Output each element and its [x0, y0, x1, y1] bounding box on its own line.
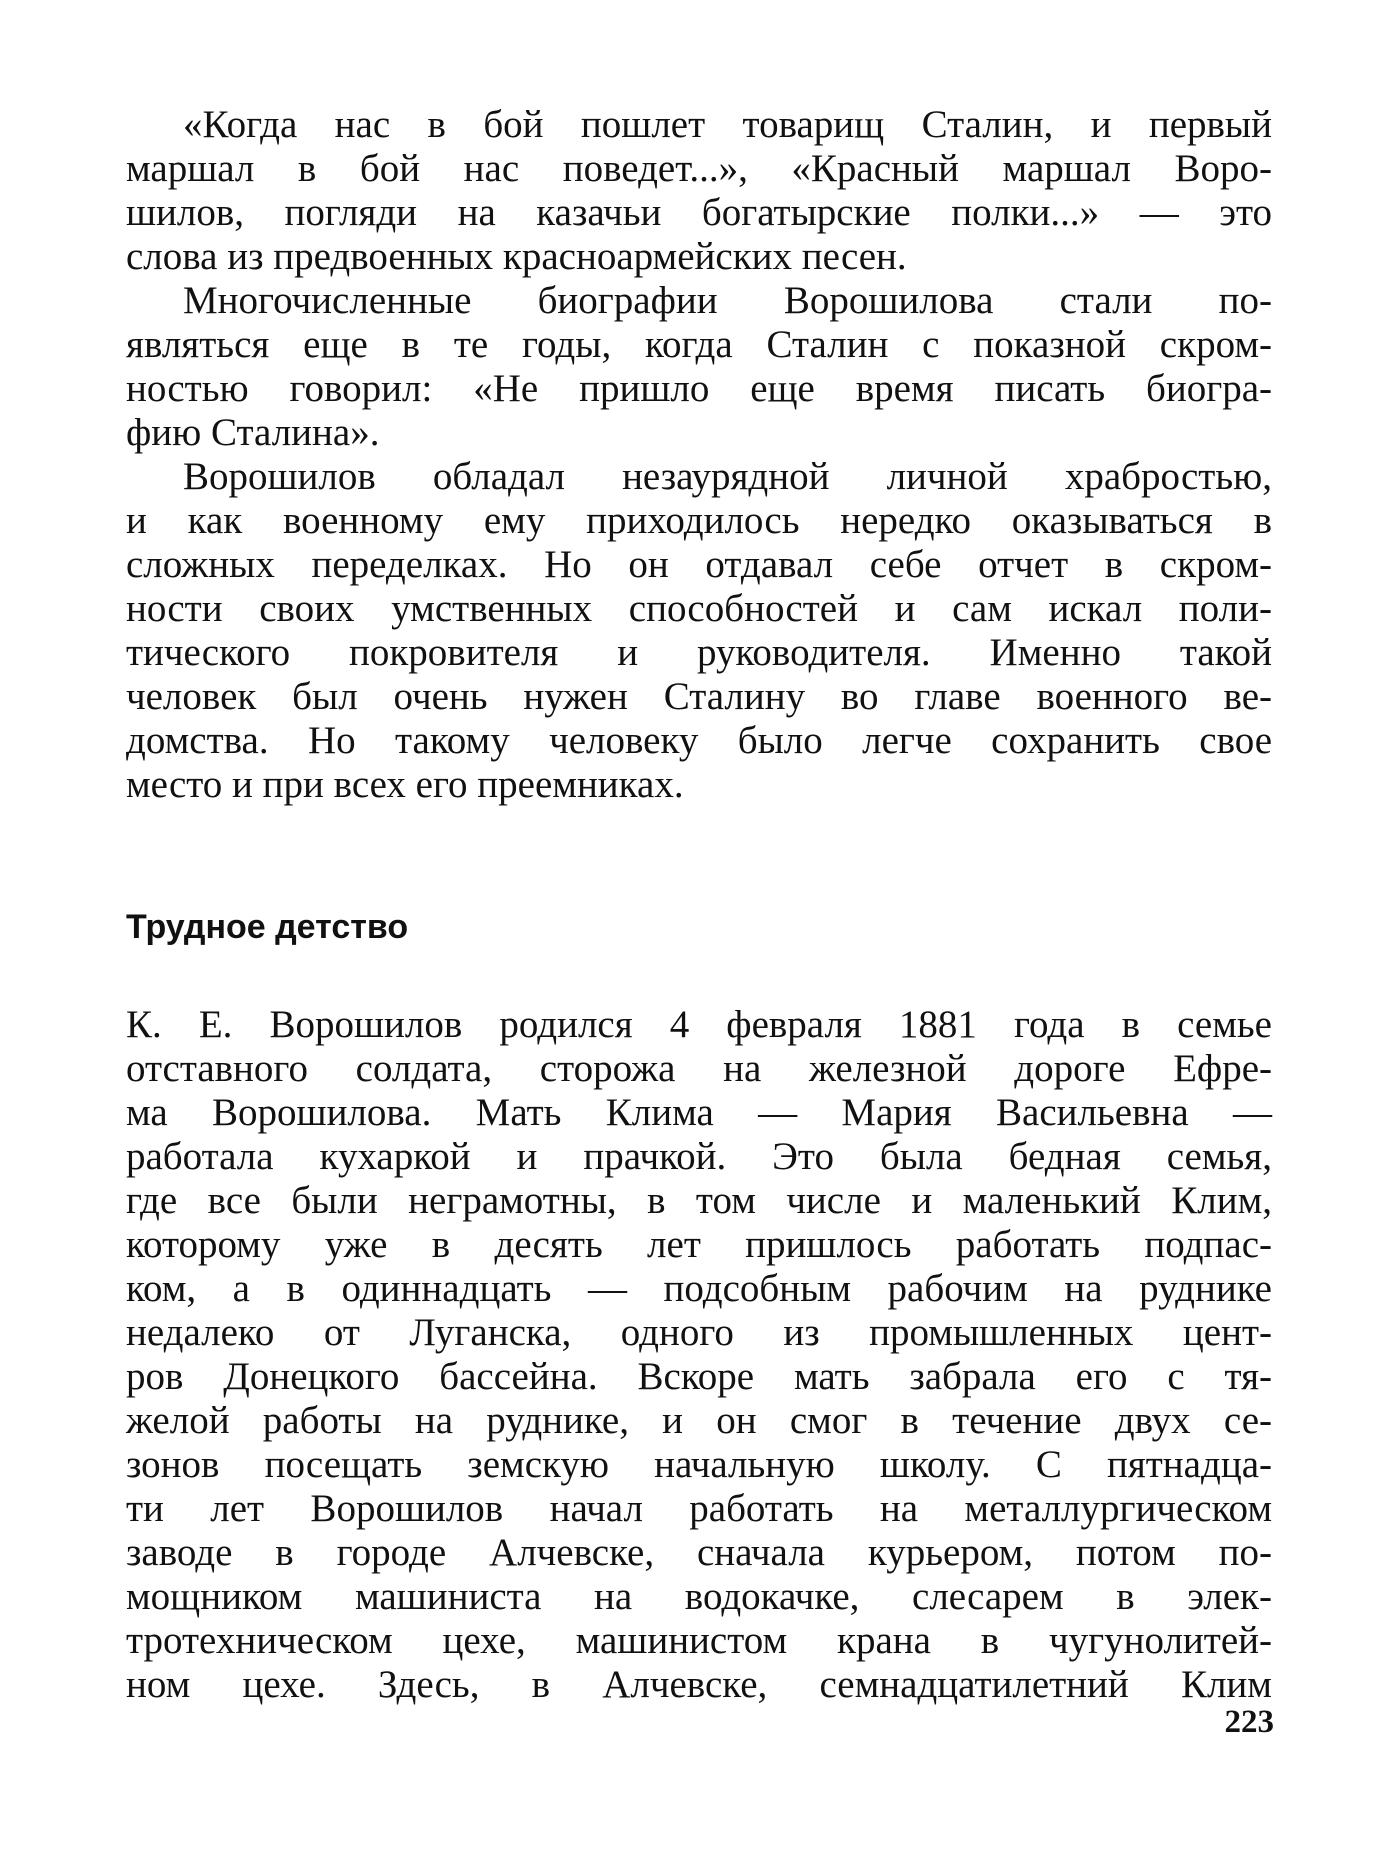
text-line: заводе в городе Алчевске, сначала курьером, потом по- — [126, 1531, 1272, 1574]
text-line: являться еще в те годы, когда Сталин с показной скром- — [126, 323, 1272, 366]
text-line: сложных переделках. Но он отдавал себе отчет в скром- — [126, 543, 1272, 586]
section-heading: Трудное детство — [126, 908, 409, 946]
text-line: где все были неграмотны, в том числе и маленький Клим, — [126, 1179, 1272, 1222]
text-line: Ворошилов обладал незаурядной личной храбростью, — [183, 455, 1272, 498]
text-line: зонов посещать земскую начальную школу. С пятнадца- — [126, 1443, 1272, 1486]
text-line: ностью говорил: «Не пришло еще время писать биогра- — [126, 367, 1272, 410]
text-line: человек был очень нужен Сталину во главе военного ве- — [126, 675, 1272, 718]
text-line: мощником машиниста на водокачке, слесарем в элек- — [126, 1575, 1272, 1618]
text-line: недалеко от Луганска, одного из промышленных цент- — [126, 1311, 1272, 1354]
text-line: ма Ворошилова. Мать Клима — Мария Васильевна — — [126, 1091, 1272, 1134]
text-line: домства. Но такому человеку было легче сохранить свое — [126, 719, 1272, 762]
text-line: фию Сталина». — [126, 411, 380, 454]
text-line: отставного солдата, сторожа на железной дороге Ефре- — [126, 1047, 1272, 1090]
text-line: ком, а в одиннадцать — подсобным рабочим на руднике — [126, 1267, 1272, 1310]
text-line: которому уже в десять лет пришлось работать подпас- — [126, 1223, 1272, 1266]
text-line: ности своих умственных способностей и сам искал поли- — [126, 587, 1272, 630]
text-line: тического покровителя и руководителя. Именно такой — [126, 631, 1272, 674]
text-line: К. Е. Ворошилов родился 4 февраля 1881 года в семье — [126, 1003, 1272, 1046]
text-line: «Когда нас в бой пошлет товарищ Сталин, и первый — [183, 103, 1272, 146]
text-line: тротехническом цехе, машинистом крана в чугунолитей- — [126, 1619, 1272, 1662]
text-line: и как военному ему приходилось нередко оказываться в — [126, 499, 1272, 542]
text-line: маршал в бой нас поведет...», «Красный маршал Воро- — [126, 147, 1272, 190]
text-line: ров Донецкого бассейна. Вскоре мать забрала его с тя- — [126, 1355, 1272, 1398]
text-line: работала кухаркой и прачкой. Это была бедная семья, — [126, 1135, 1272, 1178]
text-line: слова из предвоенных красноармейских песен. — [126, 235, 907, 278]
text-line: Многочисленные биографии Ворошилова стали по- — [183, 279, 1272, 322]
text-line: желой работы на руднике, и он смог в течение двух се- — [126, 1399, 1272, 1442]
text-line: шилов, погляди на казачьи богатырские полки...» — это — [126, 191, 1272, 234]
text-line: место и при всех его преемниках. — [126, 763, 684, 806]
page-number: 223 — [1224, 1704, 1274, 1740]
text-line: ном цехе. Здесь, в Алчевске, семнадцатилетний Клим — [126, 1663, 1272, 1706]
text-line: ти лет Ворошилов начал работать на металлургическом — [126, 1487, 1272, 1530]
